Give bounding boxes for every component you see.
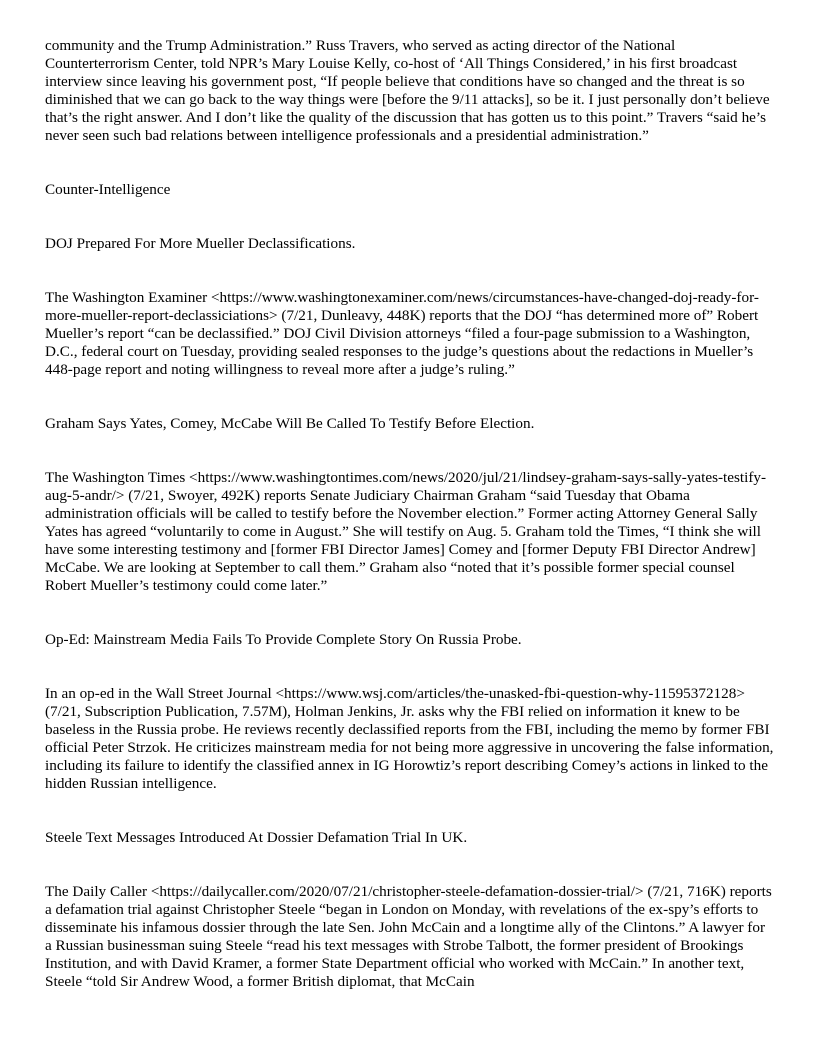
document-page [45,37,775,991]
body-paragraph-daily-caller: The Daily Caller <https://dailycaller.com/2020/07/21/christopher-steele-defamation-dossier-trial/> (7/21, 716K) reports a defamation trial against Christopher Steele “began in London on Monday, with revelations of the ex-spy’s efforts to disseminate his infamous dossier through the late Sen. John McCain and a longtime ally of the Clintons.” A lawyer for a Russian businessman suing Steele “read his text messages with Strobe Talbott, the former president of Brookings Institution, and with David Kramer, a former State Department official who worked with McCain.” In another text, Steele “told Sir Andrew Wood, a former British diplomat, that McCain [45,883,772,990]
headline-doj-declassifications: DOJ Prepared For More Mueller Declassifications. [45,235,356,252]
headline-op-ed-russia-probe: Op-Ed: Mainstream Media Fails To Provide Complete Story On Russia Probe. [45,631,522,648]
body-paragraph-washington-examiner: The Washington Examiner <https://www.washingtonexaminer.com/news/circumstances-have-changed-doj-ready-for-more-mueller-report-declassiciations> (7/21, Dunleavy, 448K) reports that the DOJ “has determined more of” Robert Mueller’s report “can be declassified.” DOJ Civil Division attorneys “filed a four-page submission to a Washington, D.C., federal court on Tuesday, providing sealed responses to the judge’s questions about the redactions in Mueller’s 448-page report and noting willingness to reveal more after a judge’s ruling.” [45,289,759,378]
body-paragraph-travers: community and the Trump Administration.” Russ Travers, who served as acting director of the National Counterterrorism Center, told NPR’s Mary Louise Kelly, co-host of ‘All Things Considered,’ in his first broadcast interview since leaving his government post, “If people believe that conditions have so changed and the threat is so diminished that we can go back to the way things were [before the 9/11 attacks], so be it. I just personally don’t believe that’s the right answer. And I don’t like the quality of the discussion that has gotten us to this point.” Travers “said he’s never seen such bad relations between intelligence professionals and a presidential administration.” [45,37,770,144]
body-paragraph-wsj-op-ed: In an op-ed in the Wall Street Journal <https://www.wsj.com/articles/the-unasked-fbi-question-why-11595372128> (7/21, Subscription Publication, 7.57M), Holman Jenkins, Jr. asks why the FBI relied on information it knew to be baseless in the Russia probe. He reviews recently declassified reports from the FBI, including the memo by former FBI official Peter Strzok. He criticizes mainstream media for not being more aggressive in uncovering the false information, including its failure to identify the classified annex in IG Horowtiz’s report describing Comey’s actions in linked to the hidden Russian intelligence. [45,685,774,792]
headline-steele-text-messages: Steele Text Messages Introduced At Dossier Defamation Trial In UK. [45,829,468,846]
headline-graham-testify: Graham Says Yates, Comey, McCabe Will Be Called To Testify Before Election. [45,415,535,432]
body-paragraph-washington-times: The Washington Times <https://www.washingtontimes.com/news/2020/jul/21/lindsey-graham-says-sally-yates-testify-aug-5-andr/> (7/21, Swoyer, 492K) reports Senate Judiciary Chairman Graham “said Tuesday that Obama administration officials will be called to testify before the November election.” Former acting Attorney General Sally Yates has agreed “voluntarily to come in August.” She will testify on Aug. 5. Graham told the Times, “I think she will have some interesting testimony and [former FBI Director James] Comey and [former Deputy FBI Director Andrew] McCabe. We are looking at September to call them.” Graham also “noted that it’s possible former special counsel Robert Mueller’s testimony could come later.” [45,469,767,594]
section-heading-counter-intelligence: Counter-Intelligence [45,181,171,198]
